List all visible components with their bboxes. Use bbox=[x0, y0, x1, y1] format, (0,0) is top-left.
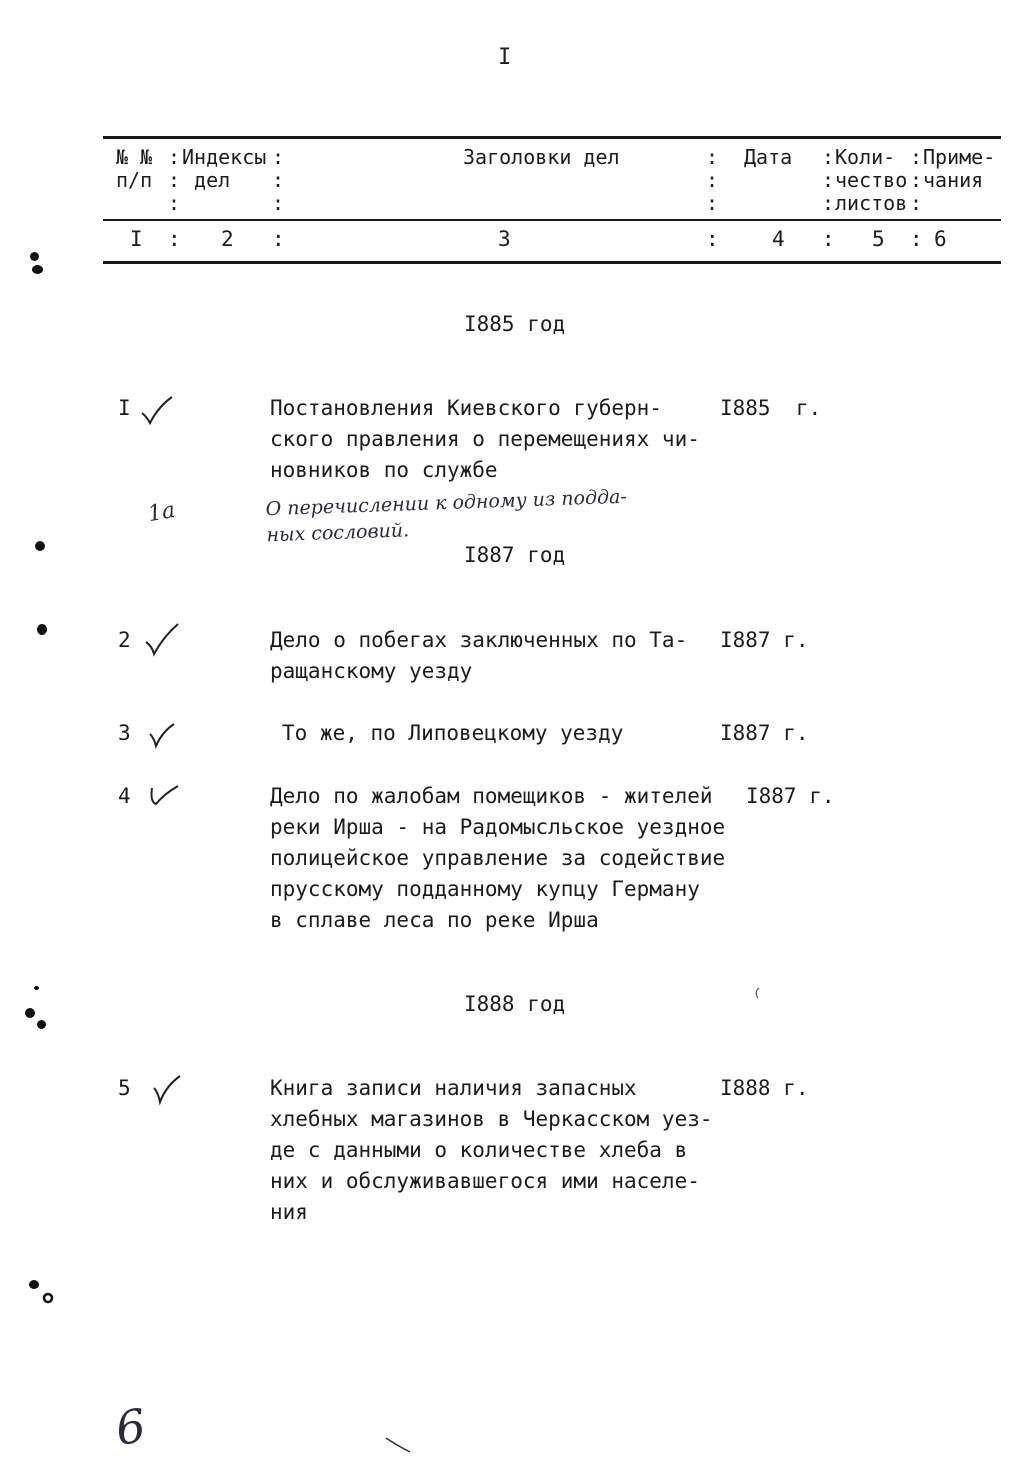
checkmark-icon bbox=[152, 1074, 186, 1104]
checkmark-icon bbox=[140, 395, 174, 425]
header-col-sheets: Коли- чество листов bbox=[835, 145, 908, 215]
stray-pen-stroke bbox=[752, 986, 762, 1000]
binder-hole-mark bbox=[29, 1280, 39, 1289]
entry-title: То же, по Липовецкому уезду bbox=[282, 721, 624, 745]
handwritten-entry-number: 1а bbox=[146, 497, 178, 528]
binder-hole-ring bbox=[42, 1292, 54, 1304]
binder-hole-mark bbox=[32, 265, 43, 274]
page-number: I bbox=[498, 45, 512, 70]
column-number-sep: : bbox=[168, 227, 181, 251]
header-col-index: Индексы дел bbox=[182, 145, 267, 192]
entry-number: I bbox=[118, 396, 131, 420]
column-number-5: 5 bbox=[872, 227, 885, 251]
entry-date: I888 г. bbox=[720, 1076, 809, 1100]
column-number-4: 4 bbox=[772, 227, 785, 251]
column-number-sep: : bbox=[910, 227, 923, 251]
column-number-3: 3 bbox=[498, 227, 511, 251]
checkmark-icon bbox=[148, 722, 182, 752]
stray-pen-stroke bbox=[384, 1436, 414, 1456]
entry-date: I887 г. bbox=[746, 784, 835, 808]
header-sep-3: : : : bbox=[706, 145, 719, 215]
header-top-rule bbox=[103, 136, 1001, 139]
entry-number: 5 bbox=[118, 1076, 131, 1100]
entry-title: Дело о побегах заключенных по Та- ращанскому уезду bbox=[270, 628, 688, 683]
entry-date: I885 г. bbox=[720, 396, 822, 420]
header-sep-1: : : : bbox=[168, 145, 181, 215]
handwritten-page-mark: 6 bbox=[112, 1398, 149, 1456]
column-number-6: 6 bbox=[934, 227, 947, 251]
column-number-1: I bbox=[130, 227, 143, 251]
entry-number: 3 bbox=[118, 721, 131, 745]
entry-number: 4 bbox=[118, 784, 131, 808]
entry-title: Постановления Киевского губерн- ского правления о перемещениях чи- новников по службе bbox=[270, 396, 700, 482]
entry-title: Книга записи наличия запасных хлебных магазинов в Черкасском уез- де с данными о количестве хлеба в них и обслуживавшегося ими населе- ния bbox=[270, 1076, 713, 1224]
entry-title: Дело по жалобам помещиков - жителей реки Ирша - на Радомысльское уездное полицейское управление за содействие прусскому подданному купцу Герману в сплаве леса по реке Ирша bbox=[270, 784, 726, 932]
checkmark-icon bbox=[148, 782, 182, 812]
header-col-date: Дата bbox=[744, 145, 793, 169]
binder-hole-mark bbox=[37, 624, 47, 635]
header-mid-rule bbox=[103, 219, 1001, 221]
header-sep-5: : : : bbox=[910, 145, 923, 215]
section-year-1887: I887 год bbox=[464, 543, 566, 567]
entry-date: I887 г. bbox=[720, 628, 809, 652]
binder-hole-mark bbox=[37, 1020, 46, 1029]
header-col-number: № № п/п bbox=[116, 145, 153, 192]
checkmark-icon bbox=[144, 622, 178, 652]
section-year-1885: I885 год bbox=[464, 312, 566, 336]
column-number-sep: : bbox=[272, 227, 285, 251]
header-sep-4: : : : bbox=[822, 145, 835, 215]
binder-hole-mark bbox=[34, 986, 39, 990]
binder-hole-mark bbox=[30, 252, 39, 261]
binder-hole-mark bbox=[25, 1008, 35, 1018]
handwritten-note: О перечислении к одному из подда- ных сословий. bbox=[265, 485, 628, 547]
header-bottom-rule bbox=[103, 261, 1001, 264]
entry-date: I887 г. bbox=[720, 721, 809, 745]
column-number-sep: : bbox=[706, 227, 719, 251]
header-sep-2: : : : bbox=[272, 145, 285, 215]
header-col-title: Заголовки дел bbox=[463, 145, 620, 169]
header-col-notes: Приме- чания bbox=[923, 145, 996, 192]
section-year-1888: I888 год bbox=[464, 992, 566, 1016]
column-number-sep: : bbox=[822, 227, 835, 251]
entry-number: 2 bbox=[118, 628, 131, 652]
column-number-2: 2 bbox=[221, 227, 234, 251]
binder-hole-mark bbox=[35, 541, 45, 551]
